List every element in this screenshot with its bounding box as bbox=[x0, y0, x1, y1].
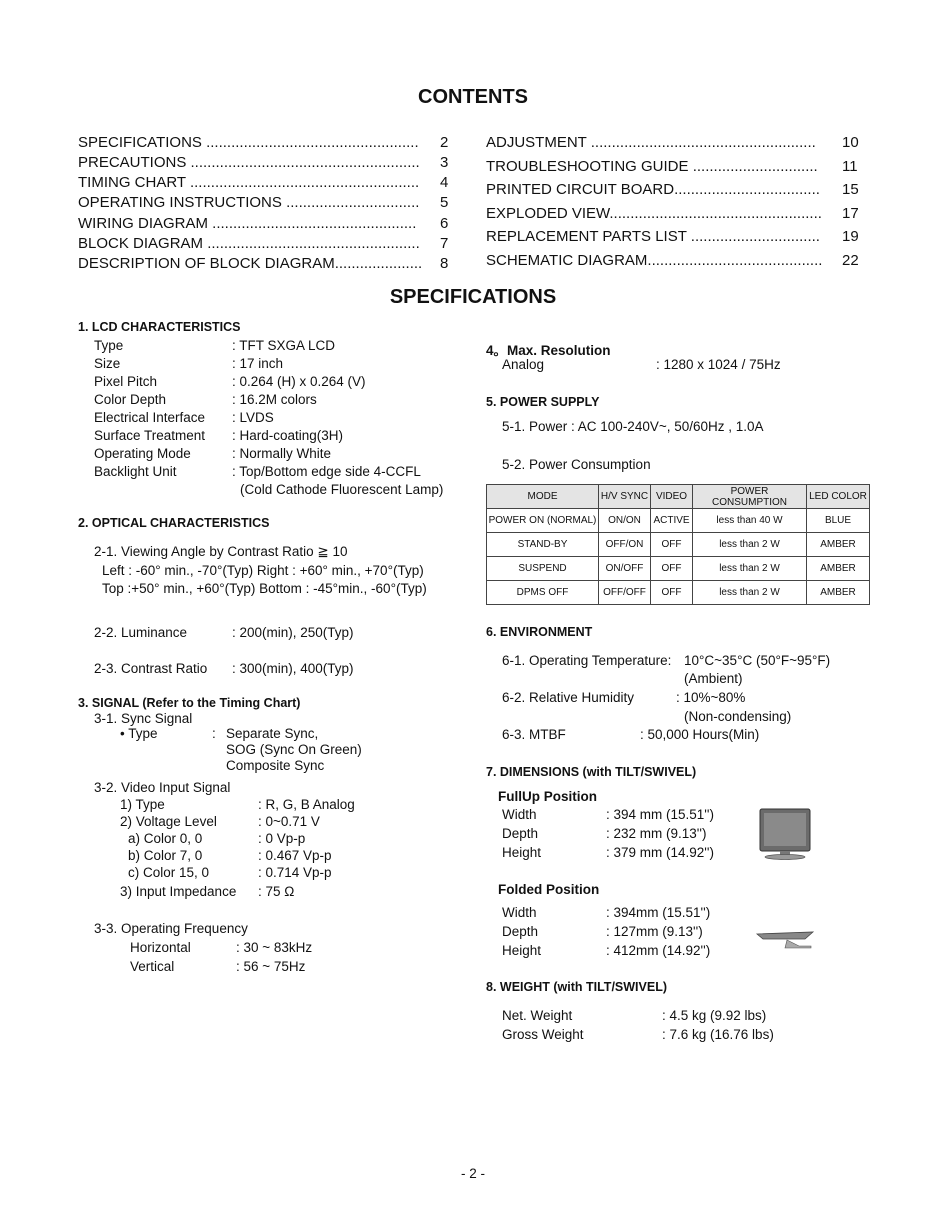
toc-item[interactable]: EXPLODED VIEW................................................... bbox=[486, 205, 822, 222]
lcd-section-title: 1. LCD CHARACTERISTICS bbox=[78, 320, 241, 334]
spec-value: : 0.264 (H) x 0.264 (V) bbox=[232, 374, 366, 389]
table-cell: POWER ON (NORMAL) bbox=[487, 509, 599, 533]
monitor-folded-illustration bbox=[755, 926, 815, 950]
humidity-value: : 10%~80% bbox=[676, 690, 746, 705]
table-cell: OFF/OFF bbox=[599, 581, 651, 605]
dimension-key: Width bbox=[502, 807, 537, 822]
toc-item[interactable]: WIRING DIAGRAM ................................................. bbox=[78, 215, 417, 232]
dimension-value: : 412mm (14.92'') bbox=[606, 943, 711, 958]
freq-value: : 56 ~ 75Hz bbox=[236, 959, 306, 974]
resolution-value: : 1280 x 1024 / 75Hz bbox=[656, 357, 781, 372]
video-value: : R, G, B Analog bbox=[258, 797, 355, 812]
sync-type-value: SOG (Sync On Green) bbox=[226, 742, 362, 757]
table-row bbox=[487, 509, 870, 533]
table-cell: OFF bbox=[651, 557, 693, 581]
video-value: : 0.714 Vp-p bbox=[258, 865, 332, 880]
table-cell: OFF bbox=[651, 581, 693, 605]
freq-key: Vertical bbox=[130, 959, 175, 974]
toc-page: 6 bbox=[440, 215, 449, 232]
backlight-note: (Cold Cathode Fluorescent Lamp) bbox=[240, 482, 444, 497]
page-number: - 2 - bbox=[460, 1166, 485, 1181]
power-consumption-table bbox=[486, 484, 870, 605]
power-consumption-label: 5-2. Power Consumption bbox=[502, 457, 651, 472]
toc-item[interactable]: DESCRIPTION OF BLOCK DIAGRAM..................... bbox=[78, 255, 423, 272]
table-header-row bbox=[487, 485, 870, 509]
spec-value: : Hard-coating(3H) bbox=[232, 428, 344, 443]
weight-value: : 7.6 kg (16.76 lbs) bbox=[662, 1027, 774, 1042]
viewing-top-bottom: Top :+50° min., +60°(Typ) Bottom : -45°min., -60°(Typ) bbox=[102, 581, 427, 596]
mtbf-value: : 50,000 Hours(Min) bbox=[640, 727, 760, 742]
column-header: MODE bbox=[487, 485, 599, 509]
table-row bbox=[487, 581, 870, 605]
toc-item[interactable]: TIMING CHART ....................................................... bbox=[78, 174, 420, 191]
spec-key: Operating Mode bbox=[94, 446, 191, 461]
dimensions-section-title: 7. DIMENSIONS (with TILT/SWIVEL) bbox=[486, 765, 697, 779]
weight-key: Gross Weight bbox=[502, 1027, 584, 1042]
toc-page: 15 bbox=[842, 181, 859, 198]
column-header: POWER CONSUMPTION bbox=[693, 485, 807, 509]
specifications-title: SPECIFICATIONS bbox=[389, 286, 557, 308]
toc-item[interactable]: OPERATING INSTRUCTIONS ................................ bbox=[78, 194, 420, 211]
contents-title: CONTENTS bbox=[418, 86, 528, 108]
video-value: : 0 Vp-p bbox=[258, 831, 306, 846]
toc-page: 17 bbox=[842, 205, 859, 222]
video-value: : 0~0.71 V bbox=[258, 814, 320, 829]
table-cell: less than 2 W bbox=[693, 557, 807, 581]
resolution-section-title: 4。Max. Resolution bbox=[486, 343, 611, 358]
video-input-label: 3-2. Video Input Signal bbox=[94, 780, 231, 795]
toc-page: 5 bbox=[440, 194, 449, 211]
optical-section-title: 2. OPTICAL CHARACTERISTICS bbox=[78, 516, 270, 530]
monitor-upright-illustration bbox=[759, 808, 811, 860]
table-cell: ON/ON bbox=[599, 509, 651, 533]
video-key: 1) Type bbox=[120, 797, 165, 812]
viewing-angle: 2-1. Viewing Angle by Contrast Ratio ≧ 10 bbox=[94, 544, 348, 559]
toc-item[interactable]: BLOCK DIAGRAM ................................................... bbox=[78, 235, 420, 252]
contrast-value: : 300(min), 400(Typ) bbox=[232, 661, 354, 676]
toc-page: 19 bbox=[842, 228, 859, 245]
toc-page: 4 bbox=[440, 174, 449, 191]
video-key: b) Color 7, 0 bbox=[128, 848, 203, 863]
spec-value: : Normally White bbox=[232, 446, 332, 461]
power-section-title: 5. POWER SUPPLY bbox=[486, 395, 600, 409]
spec-value: : Top/Bottom edge side 4-CCFL bbox=[232, 464, 421, 479]
toc-page: 22 bbox=[842, 252, 859, 269]
signal-section-title: 3. SIGNAL (Refer to the Timing Chart) bbox=[78, 696, 301, 710]
sync-type-colon: : bbox=[212, 726, 216, 741]
weight-section-title: 8. WEIGHT (with TILT/SWIVEL) bbox=[486, 980, 667, 994]
spec-key: Color Depth bbox=[94, 392, 167, 407]
toc-item[interactable]: SPECIFICATIONS ................................................... bbox=[78, 134, 419, 151]
toc-item[interactable]: PRINTED CIRCUIT BOARD................................... bbox=[486, 181, 820, 198]
spec-key: Type bbox=[94, 338, 124, 353]
spec-value: : TFT SXGA LCD bbox=[232, 338, 336, 353]
resolution-key: Analog bbox=[502, 357, 545, 372]
dimension-key: Depth bbox=[502, 924, 539, 939]
spec-key: Surface Treatment bbox=[94, 428, 206, 443]
sync-type-value: Composite Sync bbox=[226, 758, 325, 773]
weight-value: : 4.5 kg (9.92 lbs) bbox=[662, 1008, 767, 1023]
table-cell: AMBER bbox=[807, 557, 870, 581]
dimension-key: Height bbox=[502, 845, 542, 860]
spec-value: : LVDS bbox=[232, 410, 274, 425]
toc-page: 11 bbox=[842, 158, 858, 175]
sync-signal-label: 3-1. Sync Signal bbox=[94, 711, 193, 726]
luminance-value: : 200(min), 250(Typ) bbox=[232, 625, 354, 640]
table-cell: BLUE bbox=[807, 509, 870, 533]
table-cell: less than 2 W bbox=[693, 533, 807, 557]
temperature-value: 10°C~35°C (50°F~95°F) bbox=[684, 653, 831, 668]
toc-page: 7 bbox=[440, 235, 449, 252]
dimension-value: : 394mm (15.51'') bbox=[606, 905, 711, 920]
table-row bbox=[487, 557, 870, 581]
toc-item[interactable]: REPLACEMENT PARTS LIST ............................... bbox=[486, 228, 820, 245]
table-cell: DPMS OFF bbox=[487, 581, 599, 605]
power-rating: 5-1. Power : AC 100-240V~, 50/60Hz , 1.0A bbox=[502, 419, 764, 434]
video-key: 3) Input Impedance bbox=[120, 884, 237, 899]
fullup-position-title: FullUp Position bbox=[498, 789, 597, 804]
luminance-label: 2-2. Luminance bbox=[94, 625, 188, 640]
toc-item[interactable]: SCHEMATIC DIAGRAM.......................................... bbox=[486, 252, 823, 269]
table-cell: ON/OFF bbox=[599, 557, 651, 581]
column-header: H/V SYNC bbox=[599, 485, 651, 509]
dimension-key: Height bbox=[502, 943, 542, 958]
temperature-note: (Ambient) bbox=[684, 671, 743, 686]
toc-item[interactable]: PRECAUTIONS ....................................................... bbox=[78, 154, 420, 171]
temperature-label: 6-1. Operating Temperature: bbox=[502, 653, 672, 668]
dimension-key: Depth bbox=[502, 826, 539, 841]
toc-item[interactable]: ADJUSTMENT ...................................................... bbox=[486, 134, 816, 151]
table-cell: AMBER bbox=[807, 581, 870, 605]
toc-page: 3 bbox=[440, 154, 449, 171]
viewing-left-right: Left : -60° min., -70°(Typ) Right : +60° min., +70°(Typ) bbox=[102, 563, 424, 578]
contrast-label: 2-3. Contrast Ratio bbox=[94, 661, 208, 676]
humidity-note: (Non-condensing) bbox=[684, 709, 792, 724]
video-value: : 0.467 Vp-p bbox=[258, 848, 332, 863]
toc-page: 2 bbox=[440, 134, 449, 151]
folded-position-title: Folded Position bbox=[498, 882, 600, 897]
environment-section-title: 6. ENVIRONMENT bbox=[486, 625, 593, 639]
table-cell: AMBER bbox=[807, 533, 870, 557]
table-cell: less than 2 W bbox=[693, 581, 807, 605]
column-header: VIDEO bbox=[651, 485, 693, 509]
table-cell: OFF/ON bbox=[599, 533, 651, 557]
dimension-value: : 127mm (9.13'') bbox=[606, 924, 703, 939]
spec-key: Backlight Unit bbox=[94, 464, 177, 479]
dimension-value: : 379 mm (14.92'') bbox=[606, 845, 714, 860]
sync-type-label: • Type bbox=[120, 726, 158, 741]
dimension-value: : 394 mm (15.51'') bbox=[606, 807, 714, 822]
spec-key: Pixel Pitch bbox=[94, 374, 158, 389]
mtbf-label: 6-3. MTBF bbox=[502, 727, 566, 742]
table-cell: ACTIVE bbox=[651, 509, 693, 533]
dimension-value: : 232 mm (9.13'') bbox=[606, 826, 707, 841]
table-row bbox=[487, 533, 870, 557]
toc-page: 8 bbox=[440, 255, 449, 272]
spec-value: : 17 inch bbox=[232, 356, 284, 371]
column-header: LED COLOR bbox=[807, 485, 870, 509]
video-key: 2) Voltage Level bbox=[120, 814, 217, 829]
freq-key: Horizontal bbox=[130, 940, 191, 955]
humidity-label: 6-2. Relative Humidity bbox=[502, 690, 635, 705]
table-cell: less than 40 W bbox=[693, 509, 807, 533]
sync-type-value: Separate Sync, bbox=[226, 726, 319, 741]
operating-frequency-label: 3-3. Operating Frequency bbox=[94, 921, 248, 936]
table-cell: OFF bbox=[651, 533, 693, 557]
table-cell: STAND-BY bbox=[487, 533, 599, 557]
dimension-key: Width bbox=[502, 905, 537, 920]
video-key: a) Color 0, 0 bbox=[128, 831, 203, 846]
toc-page: 10 bbox=[842, 134, 859, 151]
spec-key: Electrical Interface bbox=[94, 410, 206, 425]
spec-value: : 16.2M colors bbox=[232, 392, 317, 407]
table-cell: SUSPEND bbox=[487, 557, 599, 581]
video-key: c) Color 15, 0 bbox=[128, 865, 210, 880]
video-value: : 75 Ω bbox=[258, 884, 295, 899]
freq-value: : 30 ~ 83kHz bbox=[236, 940, 313, 955]
spec-key: Size bbox=[94, 356, 121, 371]
weight-key: Net. Weight bbox=[502, 1008, 573, 1023]
toc-item[interactable]: TROUBLESHOOTING GUIDE .............................. bbox=[486, 158, 818, 175]
